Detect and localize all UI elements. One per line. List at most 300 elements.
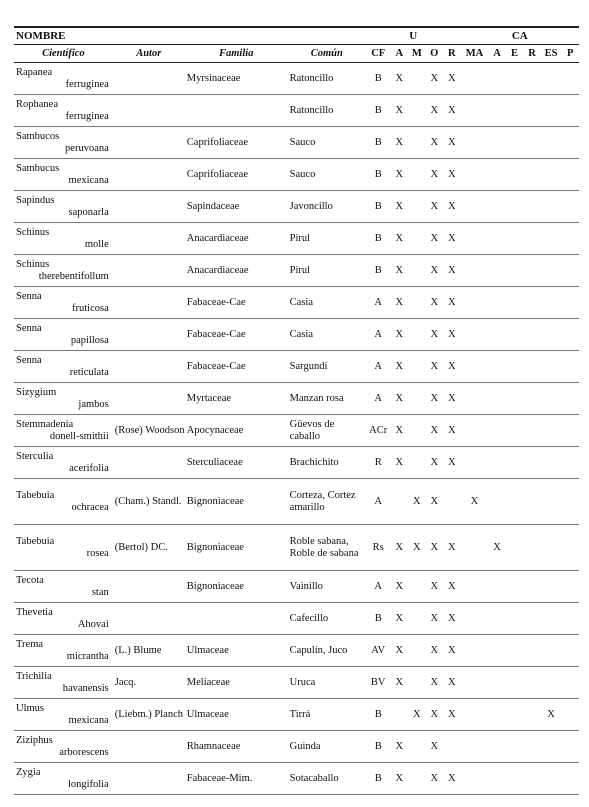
- cell-ca-r: [523, 731, 540, 763]
- genus-text: Tabebuia: [16, 535, 55, 547]
- cell-familia: Fabaceae-Cae: [185, 287, 288, 319]
- species-text: mexicana: [68, 714, 109, 726]
- cell-ca-es: [541, 571, 562, 603]
- cell-ca-p: [561, 95, 579, 127]
- cell-ca-ma: [461, 447, 489, 479]
- cell-ca-r: [523, 525, 540, 571]
- col-ca-a: A: [488, 45, 505, 63]
- col-cientifico: Científico: [14, 45, 113, 63]
- cell-u-r: [443, 479, 461, 525]
- cell-u-r: X: [443, 159, 461, 191]
- cell-autor: [113, 159, 185, 191]
- cell-cientifico: [14, 255, 113, 287]
- cell-u-a: X: [391, 191, 408, 223]
- cell-cientifico: [14, 525, 113, 571]
- species-text: saponarla: [68, 206, 109, 218]
- table-row: [14, 319, 579, 351]
- cell-u-m: [408, 383, 425, 415]
- col-familia: Familia: [185, 45, 288, 63]
- cell-ca-r: [523, 287, 540, 319]
- cell-ca-es: [541, 731, 562, 763]
- cell-ca-p: [561, 699, 579, 731]
- cell-u-a: X: [391, 255, 408, 287]
- cell-comun: Ratoncillo: [288, 95, 366, 127]
- cell-u-r: X: [443, 191, 461, 223]
- cell-ca-es: [541, 351, 562, 383]
- cell-ca-e: [506, 571, 523, 603]
- cell-comun: Sauco: [288, 127, 366, 159]
- cell-u-a: [391, 479, 408, 525]
- cell-autor: [113, 571, 185, 603]
- cell-ca-r: [523, 383, 540, 415]
- col-u-r: R: [443, 45, 461, 63]
- cell-autor: Jacq.: [113, 667, 185, 699]
- cell-ca-p: [561, 383, 579, 415]
- col-ca-es: ES: [541, 45, 562, 63]
- cell-u-o: X: [426, 731, 443, 763]
- cell-ca-ma: [461, 127, 489, 159]
- genus-text: Trichilia: [16, 670, 52, 682]
- cell-u-o: X: [426, 319, 443, 351]
- cell-autor: [113, 319, 185, 351]
- cell-u-o: X: [426, 63, 443, 95]
- cell-cf: R: [366, 447, 391, 479]
- col-autor: Autor: [113, 45, 185, 63]
- cell-u-m: [408, 763, 425, 795]
- cell-ca-ma: [461, 635, 489, 667]
- cell-cf: BV: [366, 667, 391, 699]
- cell-ca-ma: [461, 603, 489, 635]
- cell-ca-p: [561, 159, 579, 191]
- cell-ca-a: [488, 95, 505, 127]
- species-text: acerifolia: [69, 462, 109, 474]
- species-text: ferruginea: [65, 110, 109, 122]
- cell-u-a: X: [391, 571, 408, 603]
- cell-u-r: X: [443, 383, 461, 415]
- cell-cf: A: [366, 571, 391, 603]
- cell-u-m: [408, 95, 425, 127]
- species-text: Ahovai: [77, 618, 109, 630]
- cell-ca-ma: [461, 287, 489, 319]
- cell-cf: A: [366, 287, 391, 319]
- cell-ca-es: [541, 255, 562, 287]
- genus-text: Sterculia: [16, 450, 54, 462]
- cell-ca-e: [506, 525, 523, 571]
- cell-cientifico: [14, 127, 113, 159]
- cell-autor: [113, 383, 185, 415]
- cell-u-a: X: [391, 763, 408, 795]
- cell-u-a: X: [391, 667, 408, 699]
- genus-text: Stemmadenia: [16, 418, 74, 430]
- cell-ca-e: [506, 127, 523, 159]
- table-row: [14, 63, 579, 95]
- cell-ca-a: [488, 223, 505, 255]
- cell-ca-p: [561, 191, 579, 223]
- cell-ca-r: [523, 571, 540, 603]
- cell-cientifico: [14, 699, 113, 731]
- cell-cf: B: [366, 255, 391, 287]
- cell-u-o: X: [426, 415, 443, 447]
- cell-familia: Caprifoliaceae: [185, 127, 288, 159]
- cell-familia: Sterculiaceae: [185, 447, 288, 479]
- cell-ca-r: [523, 635, 540, 667]
- cell-ca-es: [541, 447, 562, 479]
- cell-ca-e: [506, 603, 523, 635]
- genus-text: Sambucus: [16, 162, 60, 174]
- cell-comun: Sauco: [288, 159, 366, 191]
- cell-u-a: X: [391, 383, 408, 415]
- cell-ca-a: [488, 319, 505, 351]
- cell-autor: [113, 287, 185, 319]
- table-row: [14, 731, 579, 763]
- table-row: [14, 351, 579, 383]
- cell-comun: Corteza, Cortez amarillo: [288, 479, 366, 525]
- cell-autor: (Liebm.) Planch: [113, 699, 185, 731]
- cell-u-m: X: [408, 525, 425, 571]
- cell-cf: B: [366, 223, 391, 255]
- cell-comun: Roble sabana, Roble de sabana: [288, 525, 366, 571]
- species-text: fruticosa: [72, 302, 109, 314]
- cell-cf: B: [366, 63, 391, 95]
- cell-familia: [185, 95, 288, 127]
- cell-ca-es: [541, 415, 562, 447]
- col-u-a: A: [391, 45, 408, 63]
- cell-ca-a: [488, 63, 505, 95]
- cell-ca-r: [523, 603, 540, 635]
- species-text: reticulata: [69, 366, 109, 378]
- cell-familia: Bignoniaceae: [185, 479, 288, 525]
- cell-ca-e: [506, 287, 523, 319]
- cell-u-o: X: [426, 479, 443, 525]
- cell-familia: Fabaceae-Cae: [185, 319, 288, 351]
- cell-autor: [113, 223, 185, 255]
- cell-ca-a: [488, 415, 505, 447]
- cell-ca-p: [561, 287, 579, 319]
- table-row: [14, 667, 579, 699]
- species-text: rosea: [86, 547, 109, 559]
- cell-comun: Javoncillo: [288, 191, 366, 223]
- cell-cientifico: [14, 287, 113, 319]
- cell-ca-a: [488, 159, 505, 191]
- cell-u-m: [408, 287, 425, 319]
- cell-ca-es: [541, 763, 562, 795]
- cell-u-o: X: [426, 223, 443, 255]
- cell-ca-es: [541, 95, 562, 127]
- cell-familia: Apocynaceae: [185, 415, 288, 447]
- cell-autor: (Bertol) DC.: [113, 525, 185, 571]
- cell-ca-a: [488, 731, 505, 763]
- genus-text: Tabebuia: [16, 489, 55, 501]
- table-row: [14, 571, 579, 603]
- cell-ca-es: [541, 159, 562, 191]
- cell-ca-r: [523, 127, 540, 159]
- cell-u-r: X: [443, 319, 461, 351]
- col-ca-r: R: [523, 45, 540, 63]
- species-text: havanensis: [62, 682, 109, 694]
- cell-ca-es: [541, 319, 562, 351]
- cell-u-m: [408, 191, 425, 223]
- header-group-u: U: [366, 27, 461, 45]
- table-row: [14, 525, 579, 571]
- genus-text: Sapindus: [16, 194, 55, 206]
- cell-ca-ma: [461, 63, 489, 95]
- header-row-groups: [14, 27, 579, 45]
- genus-text: Rophanea: [16, 98, 58, 110]
- cell-u-a: X: [391, 635, 408, 667]
- cell-familia: Sapindaceae: [185, 191, 288, 223]
- cell-ca-r: [523, 191, 540, 223]
- cell-ca-a: [488, 635, 505, 667]
- cell-familia: Anacardiaceae: [185, 223, 288, 255]
- cell-comun: Tirrá: [288, 699, 366, 731]
- genus-text: Thevetia: [16, 606, 53, 618]
- cell-cientifico: [14, 351, 113, 383]
- cell-ca-r: [523, 415, 540, 447]
- cell-ca-ma: [461, 255, 489, 287]
- cell-u-m: [408, 667, 425, 699]
- cell-cf: A: [366, 319, 391, 351]
- cell-ca-p: [561, 415, 579, 447]
- cell-comun: Sargundí: [288, 351, 366, 383]
- genus-text: Rapanea: [16, 66, 53, 78]
- cell-u-r: X: [443, 763, 461, 795]
- cell-comun: Capulín, Juco: [288, 635, 366, 667]
- cell-cientifico: [14, 635, 113, 667]
- cell-u-o: X: [426, 571, 443, 603]
- cell-ca-e: [506, 223, 523, 255]
- cell-ca-ma: [461, 667, 489, 699]
- cell-cientifico: [14, 479, 113, 525]
- col-comun: Común: [288, 45, 366, 63]
- cell-cientifico: [14, 223, 113, 255]
- cell-ca-p: [561, 667, 579, 699]
- cell-ca-e: [506, 159, 523, 191]
- cell-u-r: X: [443, 571, 461, 603]
- species-text: therebentifollum: [38, 270, 109, 282]
- cell-comun: Sotacaballo: [288, 763, 366, 795]
- cell-cf: A: [366, 479, 391, 525]
- cell-u-r: X: [443, 287, 461, 319]
- table-row: [14, 159, 579, 191]
- cell-ca-r: [523, 479, 540, 525]
- cell-familia: Ulmaceae: [185, 699, 288, 731]
- cell-ca-e: [506, 731, 523, 763]
- cell-u-r: [443, 731, 461, 763]
- cell-ca-ma: [461, 415, 489, 447]
- cell-familia: Meliaceae: [185, 667, 288, 699]
- cell-ca-p: [561, 479, 579, 525]
- cell-u-r: X: [443, 603, 461, 635]
- cell-autor: [113, 447, 185, 479]
- cell-u-m: [408, 127, 425, 159]
- genus-text: Sizygium: [16, 386, 57, 398]
- cell-cientifico: [14, 447, 113, 479]
- cell-ca-es: [541, 191, 562, 223]
- cell-ca-a: [488, 287, 505, 319]
- cell-u-r: X: [443, 415, 461, 447]
- cell-ca-p: [561, 763, 579, 795]
- col-ca-ma: MA: [461, 45, 489, 63]
- cell-u-m: [408, 447, 425, 479]
- cell-ca-es: X: [541, 699, 562, 731]
- table-row: [14, 191, 579, 223]
- genus-text: Sambucos: [16, 130, 60, 142]
- cell-cientifico: [14, 763, 113, 795]
- cell-u-r: X: [443, 667, 461, 699]
- genus-text: Zygia: [16, 766, 41, 778]
- cell-cf: B: [366, 159, 391, 191]
- cell-ca-e: [506, 319, 523, 351]
- cell-ca-a: X: [488, 525, 505, 571]
- cell-u-r: X: [443, 223, 461, 255]
- cell-ca-ma: [461, 95, 489, 127]
- cell-autor: [113, 351, 185, 383]
- cell-cf: Rs: [366, 525, 391, 571]
- cell-cf: A: [366, 383, 391, 415]
- cell-ca-ma: [461, 223, 489, 255]
- species-text: peruvoana: [65, 142, 109, 154]
- col-ca-e: E: [506, 45, 523, 63]
- cell-ca-a: [488, 383, 505, 415]
- cell-u-a: X: [391, 287, 408, 319]
- cell-ca-p: [561, 127, 579, 159]
- cell-u-a: X: [391, 319, 408, 351]
- cell-autor: [113, 255, 185, 287]
- cell-cf: ACr: [366, 415, 391, 447]
- species-table: [14, 26, 579, 795]
- cell-u-a: X: [391, 415, 408, 447]
- cell-ca-e: [506, 763, 523, 795]
- cell-ca-p: [561, 255, 579, 287]
- cell-u-a: X: [391, 603, 408, 635]
- cell-familia: Bignoniaceae: [185, 525, 288, 571]
- cell-u-m: [408, 603, 425, 635]
- cell-u-m: [408, 731, 425, 763]
- cell-ca-ma: [461, 159, 489, 191]
- table-row: [14, 415, 579, 447]
- table-row: [14, 223, 579, 255]
- cell-comun: Pirul: [288, 223, 366, 255]
- cell-ca-ma: X: [461, 479, 489, 525]
- cell-ca-ma: [461, 383, 489, 415]
- cell-autor: [113, 731, 185, 763]
- cell-ca-a: [488, 447, 505, 479]
- species-text: ferruginea: [65, 78, 109, 90]
- cell-ca-es: [541, 603, 562, 635]
- cell-ca-p: [561, 319, 579, 351]
- cell-u-o: X: [426, 255, 443, 287]
- species-text: molle: [84, 238, 109, 250]
- cell-ca-es: [541, 127, 562, 159]
- cell-comun: Vainillo: [288, 571, 366, 603]
- cell-u-m: [408, 255, 425, 287]
- table-row: [14, 603, 579, 635]
- cell-cientifico: [14, 667, 113, 699]
- cell-ca-a: [488, 699, 505, 731]
- cell-u-m: [408, 223, 425, 255]
- cell-ca-p: [561, 63, 579, 95]
- cell-u-m: [408, 635, 425, 667]
- cell-u-m: [408, 63, 425, 95]
- col-u-o: O: [426, 45, 443, 63]
- cell-u-o: X: [426, 351, 443, 383]
- cell-ca-r: [523, 319, 540, 351]
- cell-u-r: X: [443, 127, 461, 159]
- cell-u-r: X: [443, 63, 461, 95]
- cell-ca-p: [561, 525, 579, 571]
- cell-autor: [113, 763, 185, 795]
- cell-ca-es: [541, 383, 562, 415]
- table-row: [14, 635, 579, 667]
- cell-cf: B: [366, 699, 391, 731]
- genus-text: Schinus: [16, 258, 50, 270]
- cell-u-m: [408, 351, 425, 383]
- cell-cientifico: [14, 191, 113, 223]
- cell-ca-e: [506, 635, 523, 667]
- table-row: [14, 479, 579, 525]
- header-group-ca: CA: [461, 27, 579, 45]
- cell-autor: [113, 191, 185, 223]
- table-row: [14, 763, 579, 795]
- header-row-columns: [14, 45, 579, 63]
- cell-familia: Ulmaceae: [185, 635, 288, 667]
- cell-ca-e: [506, 351, 523, 383]
- cell-u-a: X: [391, 95, 408, 127]
- cell-comun: Guinda: [288, 731, 366, 763]
- cell-ca-es: [541, 223, 562, 255]
- table-row: [14, 383, 579, 415]
- cell-ca-es: [541, 525, 562, 571]
- cell-ca-p: [561, 603, 579, 635]
- genus-text: Senna: [16, 354, 42, 366]
- cell-u-a: X: [391, 223, 408, 255]
- cell-ca-e: [506, 447, 523, 479]
- cell-ca-e: [506, 63, 523, 95]
- cell-u-m: [408, 415, 425, 447]
- cell-autor: (L.) Blume: [113, 635, 185, 667]
- cell-u-o: X: [426, 383, 443, 415]
- cell-ca-ma: [461, 319, 489, 351]
- cell-ca-r: [523, 447, 540, 479]
- cell-u-m: [408, 319, 425, 351]
- cell-ca-ma: [461, 571, 489, 603]
- table-row: [14, 127, 579, 159]
- genus-text: Senna: [16, 290, 42, 302]
- species-text: longifolia: [67, 778, 109, 790]
- cell-u-o: X: [426, 127, 443, 159]
- cell-u-r: X: [443, 255, 461, 287]
- cell-ca-p: [561, 351, 579, 383]
- cell-comun: Manzan rosa: [288, 383, 366, 415]
- cell-comun: Pirul: [288, 255, 366, 287]
- col-cf: CF: [366, 45, 391, 63]
- cell-ca-r: [523, 223, 540, 255]
- species-text: ochracea: [71, 501, 109, 513]
- cell-cientifico: [14, 95, 113, 127]
- col-u-m: M: [408, 45, 425, 63]
- cell-autor: [113, 603, 185, 635]
- cell-cf: B: [366, 95, 391, 127]
- genus-text: Ziziphus: [16, 734, 53, 746]
- cell-familia: [185, 603, 288, 635]
- cell-cf: B: [366, 191, 391, 223]
- cell-u-o: X: [426, 667, 443, 699]
- cell-cf: AV: [366, 635, 391, 667]
- cell-u-a: [391, 699, 408, 731]
- table-body: [14, 63, 579, 795]
- cell-ca-r: [523, 699, 540, 731]
- cell-cientifico: [14, 603, 113, 635]
